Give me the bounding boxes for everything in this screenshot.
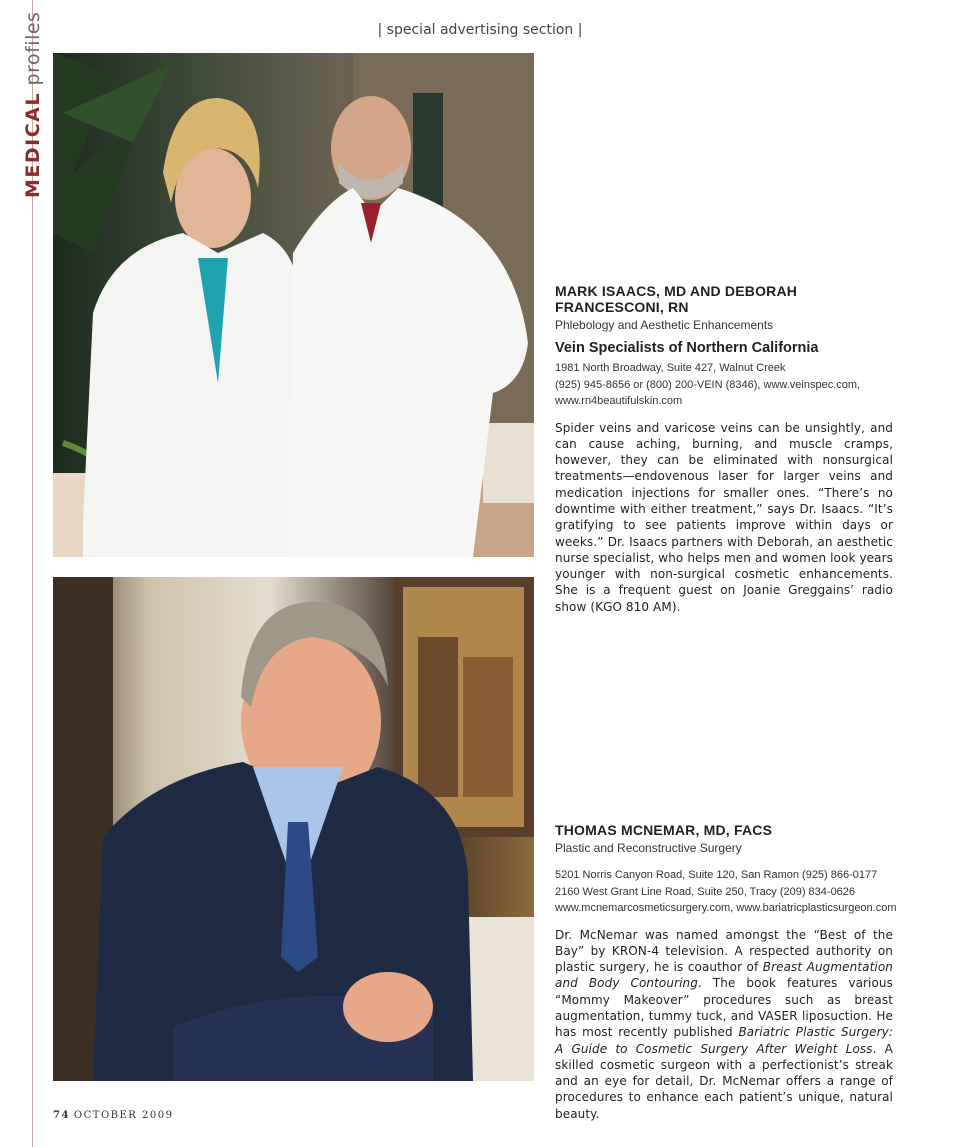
- page-number: 74: [53, 1110, 70, 1121]
- contact-line: 5201 Norris Canyon Road, Suite 120, San Ramon (925) 866-0177: [555, 869, 878, 881]
- profile-specialty: Plastic and Reconstructive Surgery: [555, 841, 742, 855]
- contact-info: [555, 360, 893, 410]
- profile-isaacs-francesconi: [555, 283, 893, 615]
- contact-line: (925) 945-8656 or (800) 200-VEIN (8346), www.veinspec.com,: [555, 378, 861, 391]
- practice-name: Vein Specialists of Northern California: [555, 340, 819, 356]
- profile-specialty: Phlebology and Aesthetic Enhancements: [555, 318, 774, 332]
- body-text: Dr. McNemar was named amongst the “Best of the Bay” by KRON-4 television. A respected authority on plastic surgery, he is coauthor of: [555, 927, 893, 975]
- contact-info: [555, 867, 897, 917]
- profile-body: [555, 420, 893, 616]
- section-label: [22, 12, 44, 198]
- contact-line: www.rn4beautifulskin.com: [555, 395, 683, 407]
- profile-body: [555, 927, 893, 1123]
- body-text: . The book features various “Mommy Makeover” procedures such as breast augmentation, tummy tuck, and VASER liposuction. He has most recently published: [555, 976, 893, 1040]
- body-text: Spider veins and varicose veins can be unsightly, and can cause aching, burning, and muscle cramps, however, they can be eliminated with nonsurgical treatments—endovenous laser for larger veins and medication injections for smaller ones. “There’s no downtime with either treatment,” says Dr. Isaacs. “It’s gratifying to see patients improve within days or weeks.” Dr. Isaacs partners with Deborah, an aesthetic nurse specialist, who helps men and women look years younger with non-surgical cosmetic enhancements. She is a frequent guest on Joanie Greggains’ radio show (KGO 810 AM).: [555, 420, 893, 614]
- page-footer: [53, 1110, 173, 1121]
- book-title: Bariatric Plastic Surgery: A Guide to Cosmetic Surgery After Weight Loss: [555, 1025, 894, 1056]
- profile-name: THOMAS MCNEMAR, MD, FACS: [555, 822, 773, 838]
- contact-line: 1981 North Broadway, Suite 427, Walnut Creek: [555, 362, 786, 374]
- contact-line: www.mcnemarcosmeticsurgery.com, www.bariatricplasticsurgeon.com: [555, 902, 897, 914]
- book-title: Breast Augmentation and Body Contouring: [555, 960, 893, 991]
- profile-mcnemar: [555, 822, 897, 1122]
- issue-date: OCTOBER 2009: [73, 1110, 174, 1121]
- photo-isaacs-francesconi: [53, 53, 534, 557]
- body-text: . A skilled cosmetic surgeon with a perfectionist’s streak and an eye for detail, Dr. McNemar offers a range of procedures to enhance each patient’s unique, natural beauty.: [555, 1041, 893, 1121]
- section-label-light: profiles: [22, 11, 44, 86]
- contact-line: 2160 West Grant Line Road, Suite 250, Tracy (209) 834-0626: [555, 885, 856, 898]
- profile-name: MARK ISAACS, MD AND DEBORAH FRANCESCONI, RN: [555, 283, 798, 315]
- photo-mcnemar: [53, 577, 534, 1081]
- advertising-section-header: | special advertising section |: [377, 22, 583, 38]
- section-label-bold: MEDICAL: [22, 92, 44, 198]
